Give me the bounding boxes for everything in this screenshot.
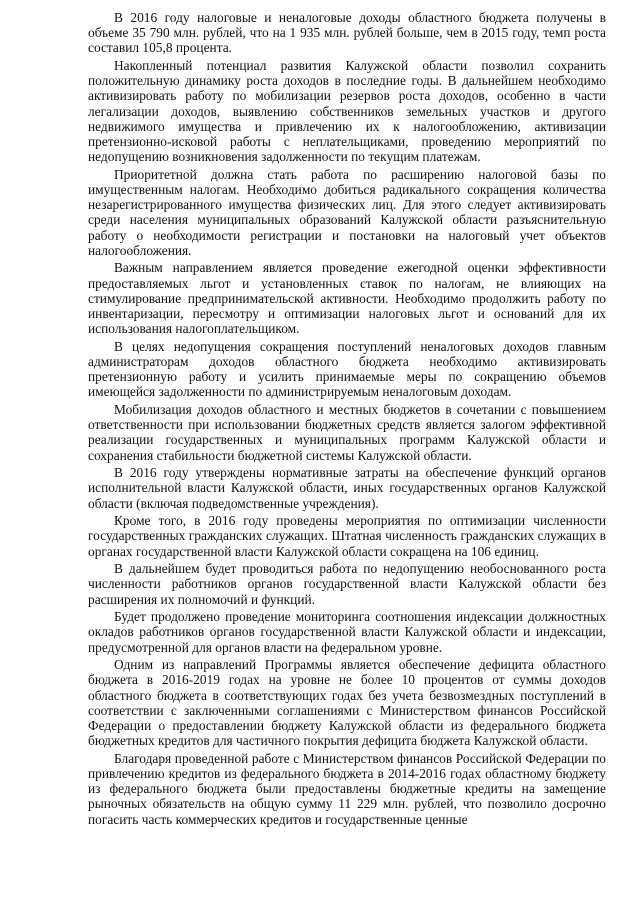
paragraph-normative-costs: В 2016 году утверждены нормативные затраты на обеспечение функций органов исполнительной власти Калужской области, иных государственных органов Калужской области (включая подведомственные учреждения). (88, 465, 606, 511)
paragraph-budget-mobilization: Мобилизация доходов областного и местных бюджетов в сочетании с повышением ответственности при использовании бюджетных средств является залогом эффективной реализации государственных и муниципальных программ Калужской области и сохранения стабильности бюджетной системы Калужской области. (88, 402, 606, 463)
paragraph-salary-indexation: Будет продолжено проведение мониторинга соотношения индексации должностных окладов работников органов государственной власти Калужской области и индексации, предусмотренной для органов власти на федеральном уровне. (88, 609, 606, 655)
paragraph-tax-benefits-evaluation: Важным направлением является проведение ежегодной оценки эффективности предоставляемых льгот и установленных ставок по налогам, не влияющих на стимулирование предпринимательской активности. Необходимо продолжить работу по инвентаризации, пересмотру и оптимизации налоговых льгот и оснований для их использования налогоплательщиком. (88, 260, 606, 337)
paragraph-non-tax-revenue: В целях недопущения сокращения поступлений неналоговых доходов главным администраторам доходов областного бюджета необходимо активизировать претензионную работу и усилить принимаемые меры по сокращению объемов имеющейся задолженности по администрируемым неналоговым доходам. (88, 338, 606, 400)
paragraph-federal-credits: Благодаря проведенной работе с Министерством финансов Российской Федерации по привлечению кредитов из федерального бюджета в 2014-2016 годах областному бюджету из федерального бюджета были предоставлены бюджетные кредиты на замещение рыночных обязательств на общую сумму 11 229 млн. рублей, что позволило досрочно погасить часть коммерческих кредитов и государственные ценные (88, 750, 606, 827)
paragraph-staff-growth-prevention: В дальнейшем будет проводиться работа по недопущению необоснованного роста численности работников органов государственной власти Калужской области без расширения их полномочий и функций. (88, 561, 606, 607)
paragraph-revenue-potential: Накопленный потенциал развития Калужской области позволил сохранить положительную динамику роста доходов в последние годы. В дальнейшем необходимо активизировать работу по мобилизации резервов роста доходов, особенно в части легализации доходов, выявлению собственников земельных участков и другого недвижимого имущества и привлечению их к налогообложению, активизации претензионно-исковой работы с неплательщиками, проведению мероприятий по недопущению возникновения задолженности по текущим платежам. (88, 58, 606, 165)
paragraph-deficit-target: Одним из направлений Программы является обеспечение дефицита областного бюджета в 2016-2019 годах на уровне не более 10 процентов от суммы доходов областного бюджета в соответствующих годах без учета безвозмездных поступлений в соответствии с заключенными соглашениями с Министерством финансов Российской Федерации о предоставлении бюджету Калужской области из федерального бюджета бюджетных кредитов для частичного покрытия дефицита бюджета Калужской области. (88, 657, 606, 749)
paragraph-staff-optimization: Кроме того, в 2016 году проведены мероприятия по оптимизации численности государственных гражданских служащих. Штатная численность гражданских служащих в органах государственной власти Калужской области сокращена на 106 единиц. (88, 513, 606, 559)
document-page (88, 10, 606, 829)
paragraph-property-tax-base: Приоритетной должна стать работа по расширению налоговой базы по имущественным налогам. Необходимо добиться радикального сокращения количества незарегистрированного имущества физических лиц. Для этого следует активизировать среди населения муниципальных образований Калужской области разъяснительную работу о необходимости регистрации и постановки на налоговый учет объектов налогообложения. (88, 166, 606, 258)
paragraph-tax-revenue-2016: В 2016 году налоговые и неналоговые доходы областного бюджета получены в объеме 35 790 млн. рублей, что на 1 935 млн. рублей больше, чем в 2015 году, темп роста составил 105,8 процента. (88, 10, 606, 56)
